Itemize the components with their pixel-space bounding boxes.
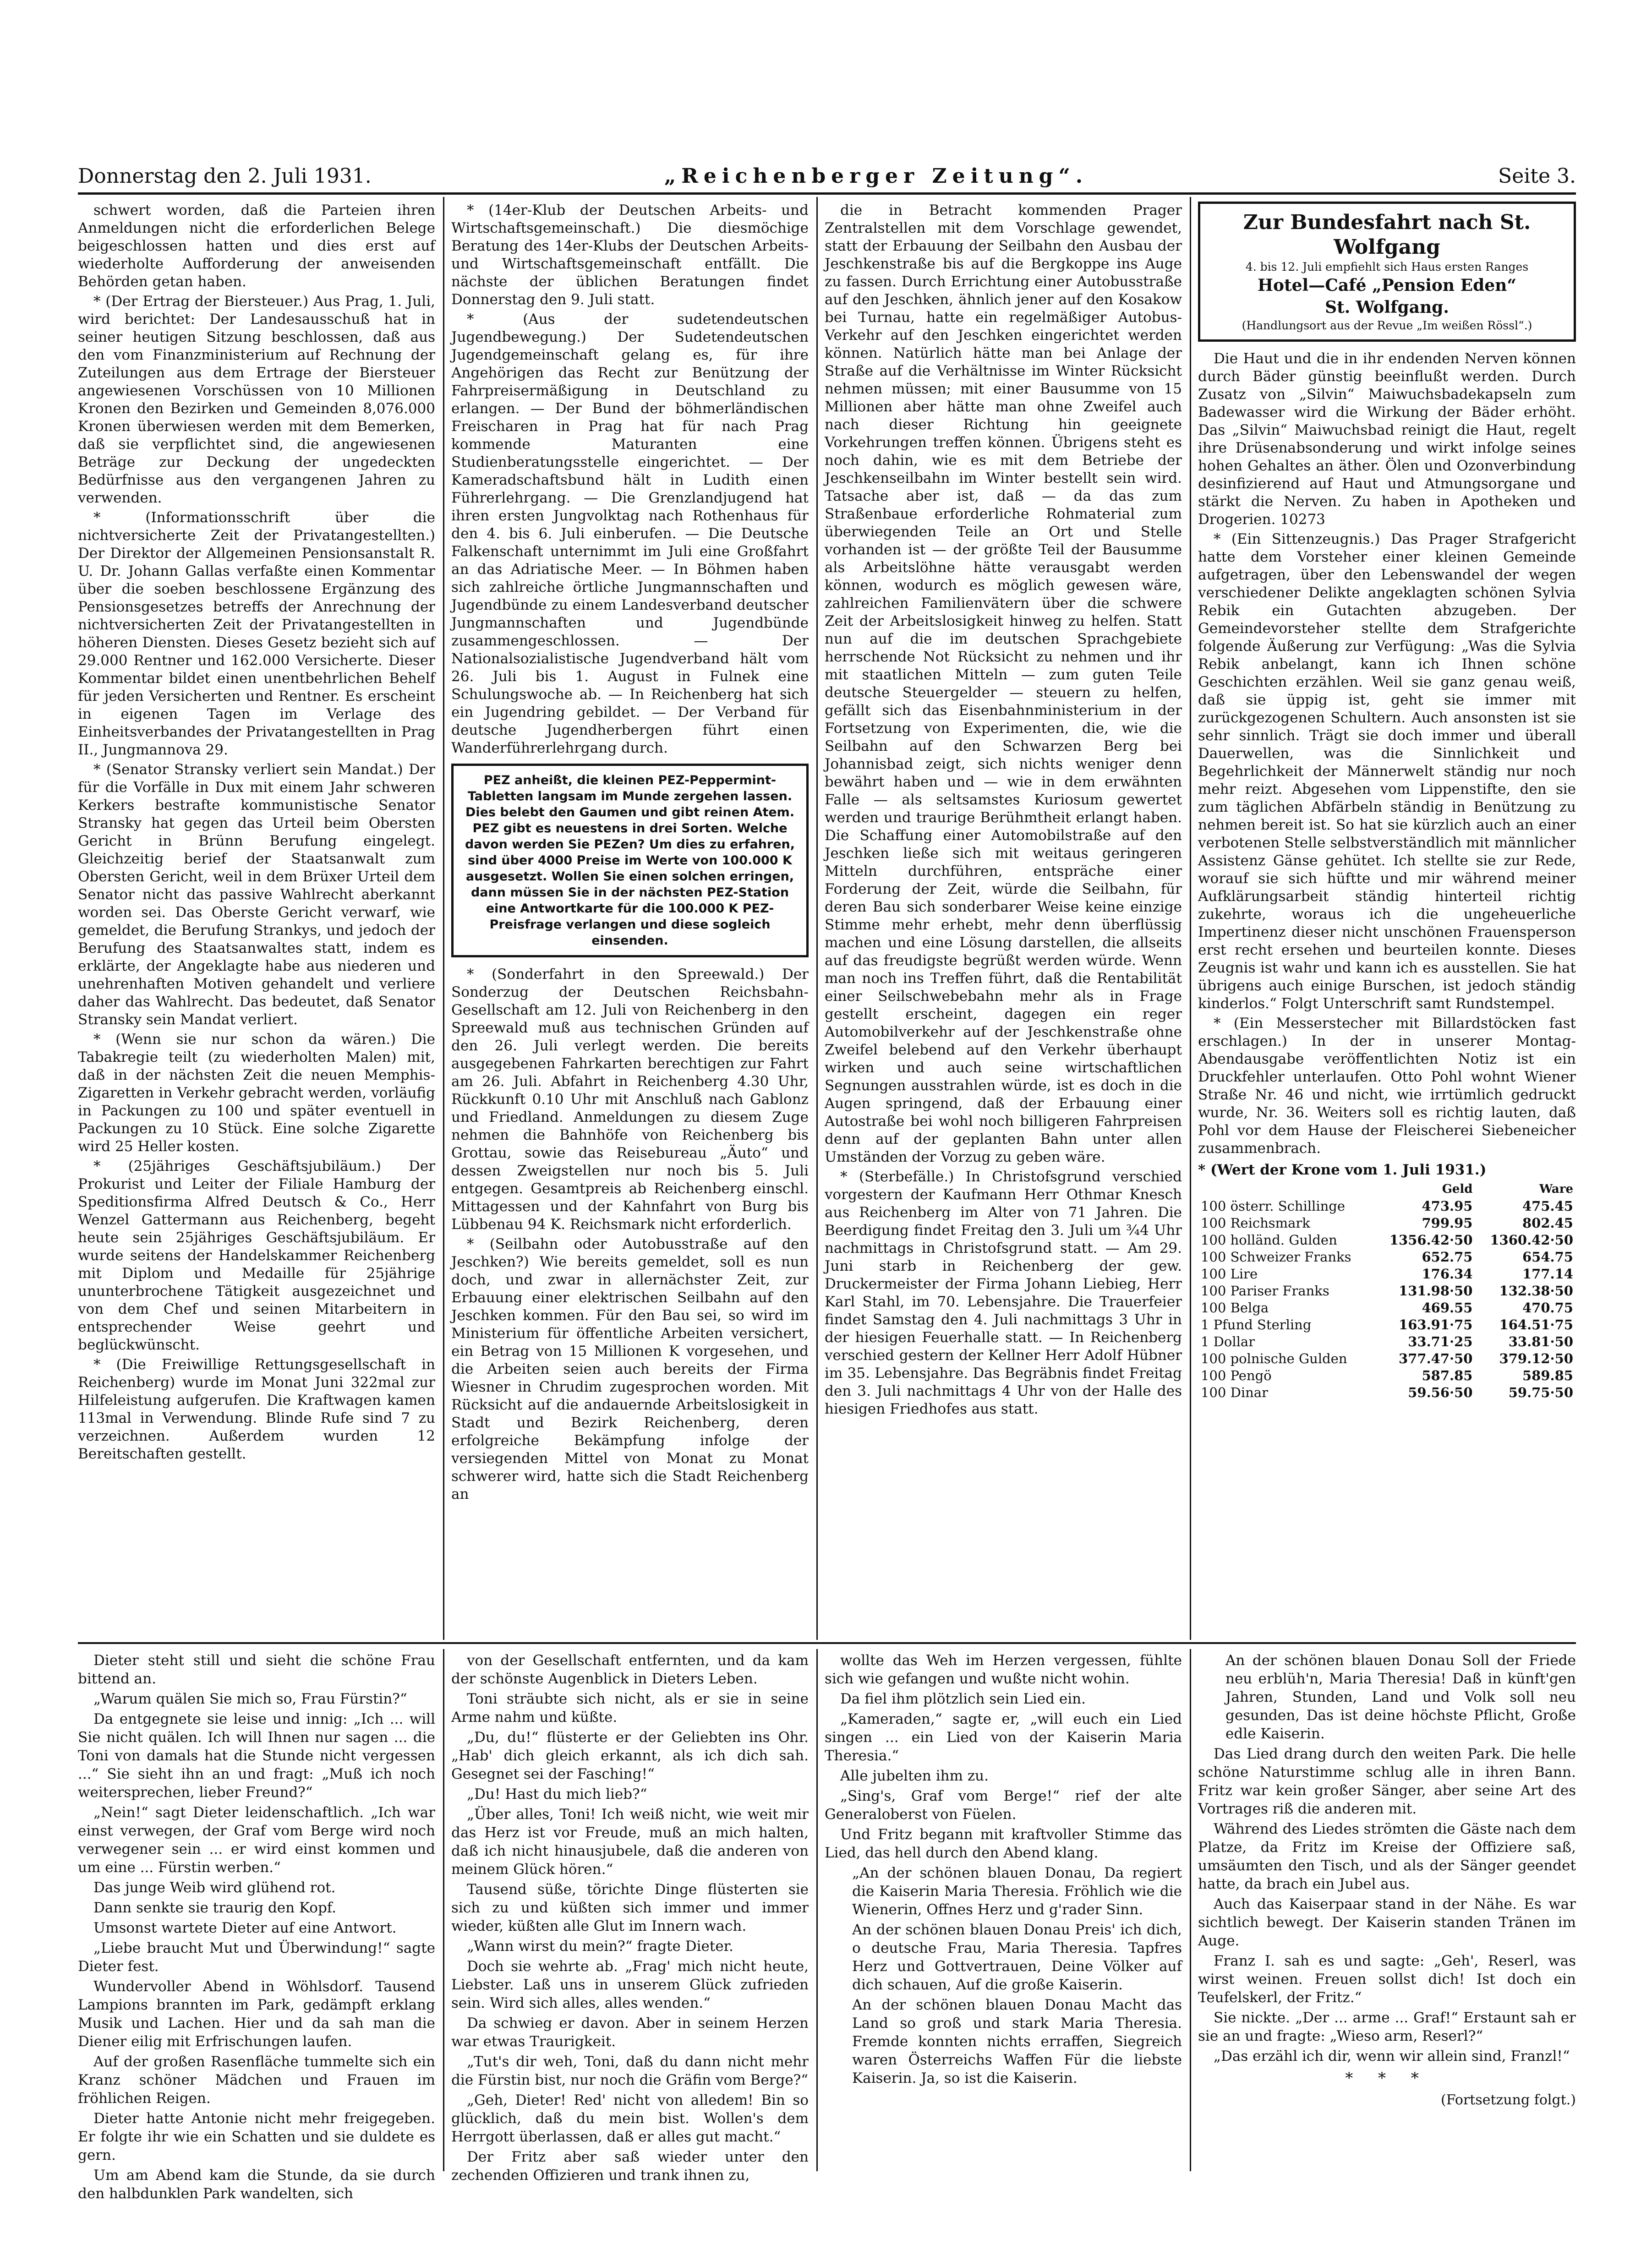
exchange-geld-header: Geld <box>1442 1182 1473 1196</box>
currency-name: 100 Belga <box>1201 1300 1269 1316</box>
serial-paragraph: wollte das Weh im Herzen vergessen, fühlte sich wie gefangen und wußte nicht wohin. <box>825 1652 1182 1687</box>
exchange-rate-row <box>1198 1300 1576 1316</box>
serial-paragraph: „Du! Hast du mich lieb?“ <box>467 1786 647 1802</box>
serial-column-4 <box>1198 1651 1576 2174</box>
serial-paragraph: von der Gesellschaft entfernten, und da kam der schönste Augenblick in Dieters Leben. <box>451 1652 809 1687</box>
song-verse: An der schönen blauen Donau Soll der Friede neu erblüh'n, Maria Theresia! Daß in künft'gen Jahren, Stunden, Land und Volk soll neu gesunden, Das ist deine höchste Pflicht, Große edle Kaiserin. <box>1225 1652 1576 1742</box>
rate-ware: 470.75 <box>1522 1300 1573 1316</box>
ad-hotel: Hotel—Café „Pension Eden“ <box>1257 276 1517 295</box>
serial-paragraph: „Nein!“ sagt Dieter leidenschaftlich. „Ich war einst verwegen, der Graf vom Berge wird noch verwegener sein ... er wird einst kommen und um eine ... Fürstin werben.“ <box>78 1804 435 1876</box>
exchange-rate-row <box>1198 1316 1576 1333</box>
rate-ware: 59.75·50 <box>1508 1385 1573 1400</box>
serial-paragraph: Da schwieg er davon. Aber in seinem Herzen war etwas Traurigkeit. <box>451 2015 809 2050</box>
currency-name: 100 Dinar <box>1201 1385 1268 1400</box>
continued-note: (Fortsetzung folgt.) <box>1441 2092 1576 2108</box>
header-page-number: Seite 3. <box>1498 164 1576 188</box>
serial-paragraph: Um am Abend kam die Stunde, da sie durch den halbdunklen Park wandelten, sich <box>78 2167 435 2202</box>
rate-geld: 799.95 <box>1422 1215 1473 1231</box>
rate-geld: 33.71·25 <box>1408 1334 1473 1349</box>
serial-column-2 <box>451 1651 809 2184</box>
ad-place: St. Wolfgang. <box>1325 298 1449 317</box>
article-seilbahn: * (Seilbahn oder Autobusstraße auf den Jeschken?) Wie bereits gemeldet, soll es nun doch, und zwar in allernächster Zeit, zur Erbauung einer elektrischen Seilbahn auf den Jeschken kommen. Für den Bau sei, so wird im Ministerium für öffentliche Arbeiten versichert, ein Betrag von 15 Millionen K vorgesehen, und die Arbeiten seien auch bereits der Firma Wiesner in Chrudim zugesprochen worden. Mit Rücksicht auf die andauernde Arbeitslosigkeit in Stadt und Bezirk Reichenberg, deren erfolgreiche Bekämpfung infolge der versiegenden Mittel von Monat zu Monat schwerer wird, hatte sich die Stadt Reichenberg an <box>451 1236 809 1502</box>
currency-name: 1 Dollar <box>1201 1334 1255 1349</box>
article-paragraph: schwert worden, daß die Parteien ihren Anmeldungen nicht die erforderlichen Belege beigeschlossen hatten und dies erst auf wiederholte Aufforderung der anweisenden Behörden getan haben. <box>78 202 435 290</box>
rate-geld: 652.75 <box>1422 1249 1473 1265</box>
serial-column-3 <box>825 1651 1182 2174</box>
rate-geld: 377.47·50 <box>1399 1351 1473 1366</box>
serial-paragraph: Dieter hatte Antonie nicht mehr freigegeben. Er folgte ihr wie ein Schatten und sie duldete es gern. <box>78 2110 435 2163</box>
ad-dates: 4. bis 12. Juli empfiehlt sich Haus ersten Ranges <box>1245 260 1529 273</box>
currency-name: 100 Reichsmark <box>1201 1215 1310 1231</box>
exchange-rate-title: * (Wert der Krone vom 1. Juli 1931.) <box>1198 1162 1487 1178</box>
exchange-rate-row <box>1198 1198 1576 1215</box>
serial-paragraph: Sie nickte. „Der ... arme ... Graf!“ Erstaunt sah er sie an und fragte: „Wieso arm, Reserl?“ <box>1198 2010 1576 2044</box>
rate-geld: 1356.42·50 <box>1389 1232 1473 1248</box>
column-divider <box>816 1649 818 2171</box>
exchange-rate-row <box>1198 1232 1576 1249</box>
exchange-rate-row <box>1198 1215 1576 1232</box>
rate-ware: 33.81·50 <box>1508 1334 1573 1349</box>
serial-column-1 <box>78 1651 435 2202</box>
serial-paragraph: Wundervoller Abend in Wöhlsdorf. Tausend Lampions brannten im Park, gedämpft erklang Musik und Lachen. Hier und da sah man die Diener eilig mit Erfrischungen laufen. <box>78 1978 435 2050</box>
exchange-rate-row <box>1198 1266 1576 1283</box>
serial-paragraph: Auf der großen Rasenfläche tummelte sich ein Kranz schöner Mädchen und Frauen im fröhlichen Reigen. <box>78 2053 435 2107</box>
rate-ware: 1360.42·50 <box>1490 1232 1573 1248</box>
currency-name: 100 Pengö <box>1201 1368 1272 1383</box>
serial-paragraph: „Kameraden,“ sagte er, „will euch ein Lied singen ... ein Lied von der Kaiserin Maria Theresia.“ <box>825 1711 1182 1764</box>
serial-paragraph: Dann senkte sie traurig den Kopf. <box>93 1900 337 1916</box>
serial-paragraph: „Du, du!“ flüsterte er der Geliebten ins Ohr. „Hab' dich gleich erkannt, als ich dich sah. Gesegnet sei der Fasching!“ <box>451 1729 809 1782</box>
article-messerstecher: * (Ein Messerstecher mit Billardstöcken fast erschlagen.) In der in unserer Montag-Abendausgabe veröffentlichten Notiz ist ein Druckfehler unterlaufen. Otto Pohl wohnt Wiener Straße Nr. 46 und nicht, wie irrtümlich gedruckt wurde, Nr. 36. Weiters soll es richtig lauten, daß Pohl vor dem Hause der Fleischerei Siebeneicher zusammenbrach. <box>1198 1015 1576 1157</box>
serial-paragraph: „Das erzähl ich dir, wenn wir allein sind, Franzl!“ <box>1214 2048 1570 2064</box>
header-paper-title: „Reichenberger Zeitung“. <box>664 164 1089 188</box>
currency-name: 100 Lire <box>1201 1266 1258 1282</box>
news-column-3 <box>825 202 1182 1635</box>
article-14er-klub: * (14er-Klub der Deutschen Arbeits- und Wirtschaftsgemeinschaft.) Die diesmöchige Beratung des 14er-Klubs der Deutschen Arbeits- und Wirtschaftsgemeinschaft entfällt. Die nächste der üblichen Beratungen findet Donnerstag den 9. Juli statt. <box>451 202 809 308</box>
article-sittenzeugnis: * (Ein Sittenzeugnis.) Das Prager Strafgericht hatte dem Vorsteher einer kleinen Gemeinde aufgetragen, über den Lebenswandel der wegen verschiedener Delikte angeklagten schönen Sylvia Rebik ein Gutachten abzugeben. Der Gemeindevorsteher stellte dem Strafgerichte folgende Äußerung zur Verfügung: „Was die Sylvia Rebik anbelangt, kann ich Ihnen schöne Geschichten erzählen. Weil sie ganz genau weiß, daß sie üppig ist, geht sie immer mit zurückgezogenen Schultern. Auch ansonsten ist sie sehr sinnlich. Trägt sie doch immer und überall Dauerwellen, was die Sinnlichkeit und Begehrlichkeit der Männerwelt ständig nur noch mehr reizt. Abgesehen vom Lippenstifte, den sie zum täglichen Abfärbeln ständig in Benützung zu nehmen bereit ist. So hat sie kürzlich auch an einer verbotenen Stelle selbstverständlich mit männlicher Assistenz Gänse gehütet. Ich stellte sie zur Rede, worauf sie sich hüftte und mir während meiner Aufklärungsarbeit ständig hinterteil richtig zukehrte, woraus ich die ungeheuerliche Impertinenz dieser nicht unschönen Frauensperson erst recht ersehen und beurteilen konnte. Dieses Zeugnis ist wahr und kann ich es ausstellen. Sie hat übrigens auch einige Burschen, ist jedoch ständig kinderlos.“ Folgt Unterschrift samt Rundstempel. <box>1198 531 1576 1012</box>
rate-geld: 473.95 <box>1422 1198 1473 1214</box>
pez-advertisement: PEZ anheißt, die kleinen PEZ-Peppermint-Tabletten langsam im Munde zergehen lassen. Dies belebt den Gaumen und gibt reinen Atem. PEZ gibt es neuestens in drei Sorten. Welche davon werden Sie PEZen? Um dies zu erfahren, sind über 4000 Preise im Werte von 100.000 K ausgesetzt. Wollen Sie einen solchen erringen, dann müssen Sie in der nächsten PEZ-Station eine Antwortkarte für die 100.000 K PEZ-Preisfrage verlangen und diese sogleich einsenden. <box>451 764 809 957</box>
currency-name: 100 österr. Schillinge <box>1201 1198 1345 1214</box>
header-date: Donnerstag den 2. Juli 1931. <box>78 164 372 188</box>
serial-paragraph: Da fiel ihm plötzlich sein Lied ein. <box>840 1691 1086 1707</box>
serial-paragraph: Doch sie wehrte ab. „Frag' mich nicht heute, Liebster. Laß uns in unserem Glück zufrieden sein. Wird sich alles, alles wenden.“ <box>451 1958 809 2011</box>
serial-separator-rule <box>78 1642 1576 1644</box>
serial-paragraph: Toni sträubte sich nicht, als er sie in seine Arme nahm und küßte. <box>451 1691 809 1726</box>
currency-name: 100 Schweizer Franks <box>1201 1249 1351 1265</box>
exchange-rate-row <box>1198 1350 1576 1367</box>
article-jugendbewegung: * (Aus der sudetendeutschen Jugendbewegung.) Der Sudetendeutschen Jugendgemeinschaft gelang es, für ihre Angehörigen das Recht zur Benützung der Fahrpreisermäßigung in Deutschland zu erlangen. — Der Bund der böhmerländischen Freischaren in Prag hat für nach Prag kommende Maturanten eine Studienberatungsstelle eingerichtet. — Der Kameradschaftsbund hält in Ludith einen Führerlehrgang. — Die Grenzlandjugend hat ihren ersten Jungvolktag nach Rothenhaus für den 4. bis 6. Juli einberufen. — Die Deutsche Falkenschaft unternimmt im Juli eine Großfahrt an das Adriatische Meer. — In Böhmen haben sich zahlreiche örtliche Jungmannschaften und Jugendbünde zu einem Landesverband deutscher Jungmannschaften und Jugendbünde zusammengeschlossen. — Der Nationalsozialistische Jugendverband hält vom 26. Juli bis 1. August in Fulnek eine Schulungswoche ab. — In Reichenberg hat sich ein Jugendring gebildet. — Der Verband für deutsche Jugendherbergen führt einen Wanderführerlehrgang durch. <box>451 311 809 756</box>
article-silvin-bad: Die Haut und die in ihr endenden Nerven können durch Bäder günstig beeinflußt werden. Durch Zusatz von „Silvin“ Maiwuchsbadekapseln zum Badewasser wird die Wirkung der Bäder erhöht. Das „Silvin“ Maiwuchsbad reinigt die Haut, regelt ihre Drüsenabsonderung und wirkt infolge seines hohen Gehaltes an äther. Ölen und Ozonverbindung desinfizierend auf Haut und Atmungsorgane und stärkt die Nerven. Zu haben in Apotheken und Drogerien. 10273 <box>1198 350 1576 528</box>
song-verse: An der schönen blauen Donau Preis' ich dich, o deutsche Frau, Maria Theresia. Tapfres Herz und Gottvertrauen, Deine Völker auf dich schauen, Auf die große Kaiserin. <box>852 1922 1182 1993</box>
news-column-2 <box>451 202 809 1635</box>
article-jubilaeum: * (25jähriges Geschäftsjubiläum.) Der Prokurist und Leiter der Filiale Hamburg der Speditionsfirma Alfred Deutsch & Co., Herr Wenzel Gattermann aus Reichenberg, begeht heute sein 25jähriges Geschäftsjubiläum. Er wurde seitens der Handelskammer Reichenberg mit Diplom und Medaille für 25jährige ununterbrochene Tätigkeit ausgezeichnet und von dem Chef und seinen Mitarbeitern in entsprechender Weise geehrt und beglückwünscht. <box>78 1158 435 1353</box>
exchange-rate-row <box>1198 1283 1576 1300</box>
st-wolfgang-advertisement <box>1198 202 1576 342</box>
exchange-rate-row <box>1198 1333 1576 1350</box>
rate-geld: 163.91·75 <box>1399 1317 1473 1333</box>
currency-name: 100 polnische Gulden <box>1201 1351 1347 1366</box>
rate-ware: 589.85 <box>1522 1368 1573 1383</box>
serial-paragraph: Auch das Kaiserpaar stand in der Nähe. Es war sichtlich bewegt. Der Kaiserin standen Tränen im Auge. <box>1198 1896 1576 1949</box>
serial-paragraph: „Über alles, Toni! Ich weiß nicht, wie weit mir das Herz ist vor Freude, muß an mich halten, daß ich nicht hinausjubele, daß die anderen von meinem Glück hören.“ <box>451 1806 809 1878</box>
serial-paragraph: Da entgegnete sie leise und innig: „Ich ... will Sie nicht quälen. Ich will Ihnen nur sagen ... die Toni von damals hat die Stunde nicht vergessen ...“ Sie sieht ihn an und fragt: „Muß ich noch weitersprechen, lieber Freund?“ <box>78 1711 435 1801</box>
serial-paragraph: „Warum quälen Sie mich so, Frau Fürstin?“ <box>93 1691 407 1707</box>
rate-ware: 802.45 <box>1522 1215 1573 1231</box>
article-spreewald: * (Sonderfahrt in den Spreewald.) Der Sonderzug der Deutschen Reichsbahn-Gesellschaft am 12. Juli von Reichenberg in den Spreewald muß aus technischen Gründen auf den 26. Juli verlegt werden. Die bereits ausgegebenen Fahrkarten berechtigen zur Fahrt am 26. Juli. Abfahrt in Reichenberg 4.30 Uhr, Rückkunft 0.10 Uhr mit Anschluß nach Gablonz und Friedland. Anmeldungen zu diesem Zuge nehmen die Bahnhöfe von Reichenberg bis Grottau, sowie das Reisebureau „Äuto“ und dessen Zweigstellen nur noch bis 5. Juli entgegen. Gesamtpreis ab Reichenberg einschl. Mittagessen und der Kahnfahrt von Burg bis Lübbenau 94 K. Reichsmark nicht erforderlich. <box>451 966 809 1233</box>
article-biersteuer: * (Der Ertrag der Biersteuer.) Aus Prag, 1. Juli, wird berichtet: Der Landesausschuß hat in seiner heutigen Sitzung beschlossen, daß aus den vom Finanzministerium auf Rechnung der Zuteilungen aus dem Ertrage der Biersteuer angewiesenen Vorschüssen von 10 Millionen Kronen den Bezirken und Gemeinden 8,076.000 Kronen überwiesen werden mit dem Bemerken, daß sie verpflichtet sind, die angewiesenen Beträge zur Deckung der ungedeckten Bedürfnisse aus den vergangenen Jahren zu verwenden. <box>78 293 435 506</box>
serial-paragraph: „Wann wirst du mein?“ fragte Dieter. <box>467 1938 733 1955</box>
currency-name: 100 Pariser Franks <box>1201 1283 1329 1299</box>
serial-paragraph: Tausend süße, törichte Dinge flüsterten sie sich zu und küßten sich immer und immer wieder, küßten alle Glut im Innern wach. <box>451 1881 809 1934</box>
rate-ware: 164.51·75 <box>1499 1317 1573 1333</box>
article-informationsschrift: * (Informationsschrift über die nichtversicherte Zeit der Privatangestellten.) Der Direktor der Allgemeinen Pensionsanstalt R. U. Dr. Johann Gallas verfaßte einen Kommentar über die soeben beschlossene Ergänzung des Pensionsgesetzes betreffs der Anrechnung der nichtversicherten Zeit der Privatangestellten in höheren Diensten. Dieses Gesetz bezieht sich auf 29.000 Rentner und 162.000 Versicherte. Dieser Kommentar bildet einen unentbehrlichen Behelf für jeden Versicherten und Rentner. Es erscheint in eigenen Tagen im Verlage des Einheitsverbandes der Privatangestellten in Prag II., Jungmannova 29. <box>78 509 435 758</box>
serial-paragraph: Während des Liedes strömten die Gäste nach dem Platze, da Fritz im Kreise der Offiziere saß, umsäumten den Tisch, und als der Sänger geendet hatte, da brach ein Jubel aus. <box>1198 1821 1576 1892</box>
serial-paragraph: „Liebe braucht Mut und Überwindung!“ sagte Dieter fest. <box>78 1940 435 1975</box>
exchange-rate-row <box>1198 1384 1576 1401</box>
ad-note: (Handlungsort aus der Revue „Im weißen Rössl“.) <box>1242 319 1532 332</box>
currency-name: 100 holländ. Gulden <box>1201 1232 1337 1248</box>
serial-paragraph: „Sing's, Graf vom Berge!“ rief der alte Generaloberst von Füelen. <box>825 1788 1182 1823</box>
serial-paragraph: Das junge Weib wird glühend rot. <box>93 1879 336 1896</box>
article-zigaretten: * (Wenn sie nur schon da wären.) Die Tabakregie teilt (zu wiederholten Malen) mit, daß in der nächsten Zeit die neuen Memphis-Zigaretten in Verkehr gebracht werden, vorläufig in Packungen zu 100 und später eventuell in Packungen zu 10 Stück. Eine solche Zigarette wird 25 Heller kosten. <box>78 1031 435 1155</box>
exchange-rate-table <box>1198 1181 1576 1401</box>
currency-name: 1 Pfund Sterling <box>1201 1317 1312 1333</box>
rate-geld: 59.56·50 <box>1408 1385 1473 1400</box>
rate-geld: 176.34 <box>1422 1266 1473 1282</box>
news-column-1 <box>78 202 435 1635</box>
article-rettungsgesellschaft: * (Die Freiwillige Rettungsgesellschaft in Reichenberg) wurde im Monat Juni 322mal zur Hilfeleistung aufgerufen. Die Kraftwagen kamen 113mal in Verwendung. Blinde Rufe sind 7 zu verzeichnen. Außerdem wurden 12 Bereitschaften gestellt. <box>78 1356 435 1462</box>
column-divider <box>443 197 444 1640</box>
song-verse: „An der schönen blauen Donau, Da regiert die Kaiserin Maria Theresia. Fröhlich wie die Wienerin, Offnes Herz und g'rader Sinn. <box>852 1865 1182 1918</box>
section-stars: * * * <box>1345 2069 1429 2087</box>
article-seilbahn-continued: die in Betracht kommenden Prager Zentralstellen mit dem Vorschlage gewendet, statt der Erbauung der Seilbahn den Ausbau der Jeschkenstraße bis auf die Bergkoppe ins Auge zu fassen. Durch Errichtung einer Autobusstraße auf den Jeschken, ähnlich jener auf den Kosakow bei Turnau, hatte ein regelmäßiger Autobus-Verkehr auf den Jeschken eingerichtet werden können. Natürlich hätte man bei Anlage der Straße auf die Verhältnisse im Winter Rücksicht nehmen müssen; mit einer Bausumme von 15 Millionen aber hätte man ohne Zweifel auch nach dieser Richtung hin geeignete Vorkehrungen treffen können. Übrigens steht es noch dahin, wie es mit dem Betriebe der Jeschkenseilbahn im Winter bestellt sein wird. Tatsache aber ist, daß — da das zum Straßenbaue erforderliche Rohmaterial zum überwiegenden Teile an Ort und Stelle vorhanden ist — der größte Teil der Bausumme als Arbeitslöhne hätte verausgabt werden können, wodurch es möglich gewesen wäre, zahlreichen Familienvätern über die schwere Zeit der Arbeitslosigkeit hinweg zu helfen. Statt nun auf die im deutschen Sprachgebiete herrschende Not Rücksicht zu nehmen und ihr mit staatlichen Mitteln — zum guten Teile deutsche Steuergelder — steuern zu helfen, gefällt sich das Eisenbahnministerium in der Fortsetzung von Experimenten, die, wie die Seilbahn auf den Schwarzen Berg bei Johannisbad zeigt, sich nichts weniger denn bewährt haben und — wie in dem erwähnten Falle — als seltsamstes Kuriosum gewertet werden und traurige Berühmtheit erlangt haben. Die Schaffung einer Automobilstraße auf den Jeschken ließe sich mit weitaus geringeren Mitteln durchführen, entspräche einer Forderung der Zeit, würde die Seilbahn, für deren Bau sich sonderbarer Weise keine einzige Stimme mehr erhebt, mehr denn überflüssig machen und eine Lösung darstellen, die allseits auf das freudigste begrüßt werden würde. Wenn man noch ins Treffen führt, daß die Rentabilität einer Seilschwebebahn mehr als in Frage gestellt erscheint, dagegen ein reger Automobilverkehr auf der Jeschkenstraße ohne Zweifel belebend auf den Verkehr überhaupt wirken und auch seine wirtschaftlichen Segnungen ausstrahlen würde, ist es doch in die Augen springend, daß der Erbauung einer Autostraße bei wohl noch billigeren Fahrpreisen denn auf der geplanten Bahn unter allen Umständen der Vorzug zu geben wäre. <box>825 202 1182 1165</box>
ad-title: Zur Bundesfahrt nach St. Wolfgang <box>1243 211 1531 259</box>
serial-paragraph: „Geh, Dieter! Red' nicht von alledem! Bin so glücklich, daß du mein bist. Wollen's dem Herrgott überlassen, daß er alles gut macht.“ <box>451 2092 809 2145</box>
rate-ware: 177.14 <box>1522 1266 1573 1282</box>
column-divider <box>443 1649 444 2171</box>
column-divider <box>816 197 818 1640</box>
rate-geld: 469.55 <box>1422 1300 1473 1316</box>
news-column-4 <box>1198 202 1576 1635</box>
exchange-ware-header: Ware <box>1539 1182 1573 1196</box>
serial-paragraph: Alle jubelten ihm zu. <box>840 1768 989 1784</box>
song-verse: An der schönen blauen Donau Macht das Land so groß und stark Maria Theresia. Fremde konnten nichts erraffen, Siegreich waren Österreichs Waffen Für die liebste Kaiserin. Ja, so ist die Kaiserin. <box>852 1997 1182 2086</box>
newspaper-page <box>78 151 1576 2202</box>
exchange-rate-row <box>1198 1367 1576 1384</box>
rate-ware: 654.75 <box>1522 1249 1573 1265</box>
serial-paragraph: „Tut's dir weh, Toni, daß du dann nicht mehr die Fürstin bist, nur noch die Gräfin vom Berge?“ <box>451 2053 809 2088</box>
rate-ware: 132.38·50 <box>1499 1283 1573 1299</box>
column-divider <box>1190 1649 1191 2171</box>
rate-ware: 379.12·50 <box>1499 1351 1573 1366</box>
serial-paragraph: Umsonst wartete Dieter auf eine Antwort. <box>93 1920 397 1936</box>
article-sterbefaelle: * (Sterbefälle.) In Christofsgrund verschied vorgestern der Kaufmann Herr Othmar Knesch aus Reichenberg im Alter von 71 Jahren. Die Beerdigung findet Freitag den 3. Juli um ¾4 Uhr nachmittags in Christofsgrund statt. — Am 29. Juni starb in Reichenberg der gew. Druckermeister der Firma Johann Liebieg, Herr Karl Stahl, im 70. Lebensjahre. Die Trauerfeier findet Samstag den 4. Juli nachmittags 3 Uhr in der hiesigen Feuerhalle statt. — In Reichenberg verschied gestern der Kellner Herr Adolf Hübner im 35. Lebensjahre. Das Begräbnis findet Freitag den 3. Juli nachmittags 4 Uhr von der Halle des hiesigen Friedhofes aus statt. <box>825 1169 1182 1417</box>
serial-paragraph: Dieter steht still und sieht die schöne Frau bittend an. <box>78 1652 435 1687</box>
rate-geld: 587.85 <box>1422 1368 1473 1383</box>
serial-paragraph: Der Fritz aber saß wieder unter den zechenden Offizieren und trank ihnen zu, <box>451 2149 809 2184</box>
column-divider <box>1190 197 1191 1640</box>
rate-geld: 131.98·50 <box>1399 1283 1473 1299</box>
serial-paragraph: Franz I. sah es und sagte: „Geh', Reserl, was wirst weinen. Freuen sollst dich! Ist doch ein Teufelskerl, der Fritz.“ <box>1198 1953 1576 2006</box>
serial-paragraph: Das Lied drang durch den weiten Park. Die helle schöne Naturstimme schlug alle in ihren Bann. Fritz war kein großer Sänger, aber seine Art des Vortrages riß die anderen mit. <box>1198 1746 1576 1817</box>
serial-paragraph: Und Fritz begann mit kraftvoller Stimme das Lied, das hell durch den Abend klang. <box>825 1826 1182 1861</box>
exchange-currency-header <box>1198 1181 1375 1198</box>
exchange-rate-row <box>1198 1249 1576 1266</box>
article-senator-stransky: * (Senator Stransky verliert sein Mandat.) Der für die Vorfälle in Dux mit einem Jahr schweren Kerkers bestrafte kommunistische Senator Stransky hat gegen das Urteil beim Obersten Gericht in Brünn Berufung eingelegt. Gleichzeitig berief der Staatsanwalt zum Obersten Gericht, weil in dem Brüxer Urteil dem Senator nicht das passive Wahlrecht aberkannt worden sei. Das Oberste Gericht verwarf, wie gemeldet, die Berufung Strankys, und jedoch der Berufung des Staatsanwaltes statt, indem es erklärte, der Angeklagte habe aus niederen und unehrenhaften Motiven gehandelt und verliere daher das Wahlrecht. Das bedeutet, daß Senator Stransky sein Mandat verliert. <box>78 761 435 1028</box>
rate-ware: 475.45 <box>1522 1198 1573 1214</box>
page-header <box>78 151 1576 195</box>
